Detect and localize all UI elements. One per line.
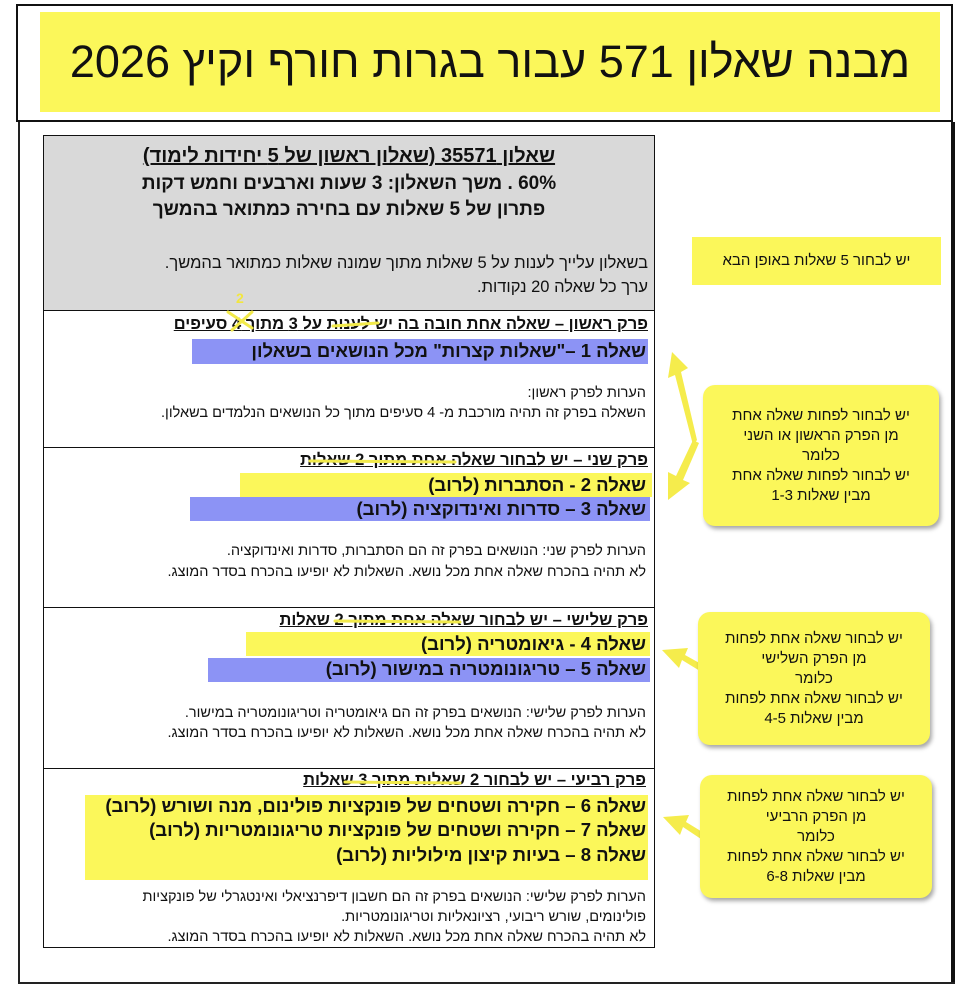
arrow-left-icon	[662, 648, 703, 671]
callout-line: מן הפרק הראשון או השני	[743, 426, 899, 444]
part1-header: פרק ראשון – שאלה אחת חובה בה יש לענות על 3 מתוך 4 סעיפים	[173, 315, 648, 333]
callout-line: כלומר	[795, 669, 833, 687]
question-4: שאלה 4 - גיאומטריה (לרוב)	[420, 633, 646, 654]
part2-header: פרק שני – יש לבחור שאלה אחת מתוך 2 שאלות	[300, 451, 648, 469]
strike-mark	[310, 461, 455, 462]
part1-notes: השאלה בפרק זה תהיה מורכבת מ- 4 סעיפים מתוך כל הנושאים הנלמדים בשאלון.	[161, 405, 646, 421]
callout-line: יש לבחור שאלה אחת לפחות	[725, 689, 903, 707]
callout-arrows	[662, 352, 704, 839]
arrow-down-icon	[668, 440, 699, 500]
question-7: שאלה 7 – חקירה ושטחים של פונקציות טריגונומטריות (לרוב)	[149, 819, 646, 840]
callout-line: יש לבחור שאלה אחת לפחות	[727, 847, 905, 865]
question-8: שאלה 8 – בעיות קיצון מילוליות (לרוב)	[336, 844, 646, 865]
callout-line: מבין שאלות 4-5	[764, 709, 864, 727]
callout-line: יש לבחור שאלה אחת לפחות	[725, 629, 903, 647]
callout-line: יש לבחור שאלה אחת לפחות	[727, 787, 905, 805]
question-5: שאלה 5 – טריגונומטריה במישור (לרוב)	[325, 658, 646, 679]
strike-mark	[345, 782, 460, 783]
intro-paragraph: בשאלון עלייך לענות על 5 שאלות מתוך שמונה שאלות כמתואר בהמשך.	[164, 254, 648, 272]
part4-header: פרק רביעי – יש לבחור 2 שאלות מתוך 3 שאלות	[303, 771, 646, 789]
part3-notes: לא תהיה בהכרח שאלה אחת מכל נושא. השאלות לא יופיעו בהכרח בסדר המוצג.	[167, 725, 646, 741]
callout-line: מבין שאלות 6-8	[766, 867, 866, 885]
callout-line: יש לבחור לפחות שאלה אחת	[732, 466, 910, 484]
exam-solution-note: פתרון של 5 שאלות עם בחירה כמתואר בהמשך	[152, 199, 546, 220]
callout-line: מן הפרק הרביעי	[765, 807, 867, 825]
part1-notes-title: הערות לפרק ראשון:	[527, 385, 646, 401]
exam-heading: שאלון 35571 (שאלון ראשון של 5 יחידות לימוד)	[142, 145, 556, 167]
question-1: שאלה 1 –"שאלות קצרות" מכל הנושאים בשאלון	[251, 340, 646, 361]
callout-line: יש לבחור לפחות שאלה אחת	[732, 406, 910, 424]
part2-notes: לא תהיה בהכרח שאלה אחת מכל נושא. השאלות לא יופיעו בהכרח בסדר המוצג.	[167, 564, 646, 580]
callout-box-part-4	[700, 775, 932, 898]
callout-line: כלומר	[802, 446, 840, 464]
intro-points: ערך כל שאלה 20 נקודות.	[477, 278, 648, 296]
part4-notes: פולינומים, שורש ריבועי, רציונאליות וטריגונומטריות.	[341, 909, 646, 925]
question-2: שאלה 2 - הסתברות (לרוב)	[428, 474, 646, 495]
handwritten-number: 2	[236, 290, 244, 306]
strike-mark	[335, 621, 460, 622]
callout-box-general	[692, 237, 941, 285]
arrow-up-icon	[668, 352, 697, 445]
strike-mark	[333, 323, 378, 326]
part3-header: פרק שלישי – יש לבחור שאלה אחת מתוך 2 שאלות	[279, 611, 648, 629]
callout-line: כלומר	[797, 827, 835, 845]
callout-line: מן הפרק השלישי	[761, 649, 867, 667]
page-title: מבנה שאלון 571 עבור בגרות חורף וקיץ 2026	[69, 36, 911, 87]
callout-box-parts-1-2	[703, 385, 939, 526]
question-3: שאלה 3 – סדרות ואינדוקציה (לרוב)	[356, 498, 646, 519]
callout-line: מבין שאלות 1-3	[771, 486, 871, 504]
part4-notes: לא תהיה בהכרח שאלה אחת מכל נושא. השאלות לא יופיעו בהכרח בסדר המוצג.	[167, 929, 646, 945]
callout-box-part-3	[698, 612, 930, 745]
part2-notes: הערות לפרק שני: הנושאים בפרק זה הם הסתברות, סדרות ואינדוקציה.	[226, 543, 646, 559]
arrow-left-icon	[663, 815, 704, 839]
question-6: שאלה 6 – חקירה ושטחים של פונקציות פולינום, מנה ושורש (לרוב)	[105, 795, 646, 816]
part3-notes: הערות לפרק שלישי: הנושאים בפרק זה הם גיאומטריה וטריגונומטריה במישור.	[184, 705, 646, 721]
part4-notes: הערות לפרק שלישי: הנושאים בפרק זה הם חשבון דיפרנציאלי ואינטגרלי של פונקציות	[142, 889, 646, 905]
exam-duration: 60% . משך השאלון: 3 שעות וארבעים וחמש דקות	[141, 173, 557, 194]
callout-line: יש לבחור 5 שאלות באופן הבא	[722, 252, 911, 269]
